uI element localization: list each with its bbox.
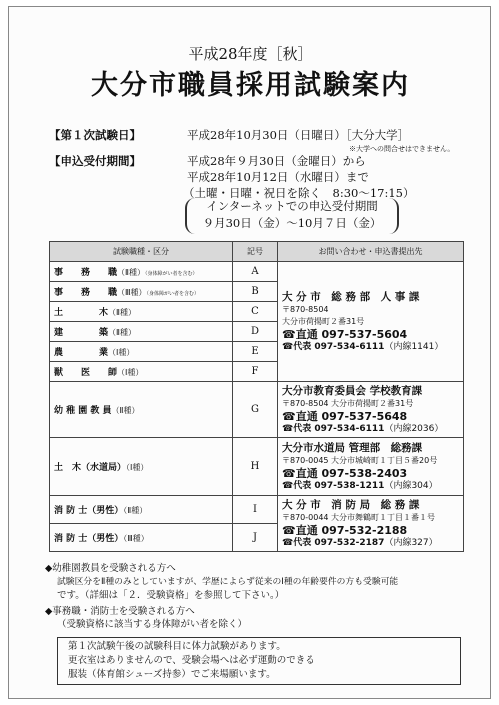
code-cell: A — [233, 262, 278, 282]
code-cell: C — [233, 302, 278, 322]
contact-kyoiku: 大分市教育委員会 学校教育課 〒870-8504 大分市荷揚町２番31号 ☎直通 097-537-5648 ☎代表 097-534-6111（内線2036） — [278, 382, 464, 438]
contact-suido: 大分市水道局 管理部 総務課 〒870-0045 大分市城崎町１丁目５番20号 ☎直通 097-538-2403 ☎代表 097-538-1211（内線304） — [278, 438, 464, 496]
note-kindergarten-line1: 試験区分をⅡ種のみとしていますが、学歴によらず従来のⅠ種の年齢要件の方も受験可能 — [57, 577, 399, 587]
table-row — [50, 438, 464, 496]
fitness-test-notice: 第１次試験午後の試験科目に体力試験があります。 更衣室はありませんので、受験会場へは必ず運動のできる 服装（体育館シューズ持参）でご来場願います。 — [57, 637, 461, 685]
apply-period-label: 【申込受付期間】 — [49, 154, 141, 168]
job-cell: 土 木（水道局）（Ⅰ種） — [50, 438, 233, 496]
apply-period-end: 平成28年10月12日（水曜日）まで — [187, 170, 369, 184]
note-kindergarten-title: ◆幼稚園教員を受験される方へ — [45, 563, 176, 574]
job-cell: 消 防 士（男性）（Ⅲ種） — [50, 524, 233, 552]
document-page — [8, 6, 491, 699]
exam-table — [49, 241, 464, 552]
code-cell: J — [233, 524, 278, 552]
document-title: 大分市職員採用試験案内 — [91, 70, 410, 101]
note-kindergarten-line2: です。（詳細は「２．受験資格」を参照して下さい。） — [57, 590, 285, 601]
contact-somu: 大 分 市 総 務 部 人 事 課 〒870-8504 大分市荷揚町２番31号 ☎直通 097-537-5604 ☎代表 097-534-6111（内線1141） — [278, 262, 464, 382]
internet-apply-period: ９月30日（金）～10月７日（金） — [202, 216, 382, 230]
exam-date-note: ※大学への問合せはできません。 — [349, 145, 455, 153]
job-cell: 消 防 士（男性）（Ⅱ種） — [50, 496, 233, 524]
job-cell: 建 築（Ⅱ種） — [50, 322, 233, 342]
header-job: 試験職種・区分 — [50, 242, 233, 262]
header-contact: お問い合わせ・申込書提出先 — [278, 242, 464, 262]
header-code: 記号 — [233, 242, 278, 262]
code-cell: G — [233, 382, 278, 438]
table-row — [50, 382, 464, 438]
table-row — [50, 496, 464, 524]
job-cell: 獣 医 師（Ⅰ種） — [50, 362, 233, 382]
job-cell: 事 務 職（Ⅱ種）（身体障がい者を含む） — [50, 262, 233, 282]
code-cell: H — [233, 438, 278, 496]
code-cell: F — [233, 362, 278, 382]
internet-apply-title: インターネットでの申込受付期間 — [206, 199, 378, 213]
exam-date-value: 平成28年10月30日（日曜日）［大分大学］ — [187, 128, 410, 142]
contact-shobo: 大 分 市 消 防 局 総 務 課 〒870-0044 大分市舞鶴町１丁目１番１号 ☎直通 097-532-2188 ☎代表 097-532-2187（内線327） — [278, 496, 464, 552]
exam-date-label: 【第１次試験日】 — [49, 128, 141, 142]
code-cell: B — [233, 282, 278, 302]
table-row — [50, 262, 464, 282]
code-cell: E — [233, 342, 278, 362]
internet-apply-box — [185, 198, 399, 234]
job-cell: 土 木（Ⅱ種） — [50, 302, 233, 322]
apply-period-start: 平成28年９月30日（金曜日）から — [187, 154, 366, 168]
job-cell: 農 業（Ⅰ種） — [50, 342, 233, 362]
apply-period-hours: （土曜・日曜・祝日を除く 8:30～17:15） — [183, 186, 415, 200]
table-header-row — [50, 242, 464, 262]
job-cell: 事 務 職（Ⅲ種）（身体障がい者を含む） — [50, 282, 233, 302]
note-office-fire-line1: （受験資格に該当する身体障がい者を除く） — [57, 619, 248, 630]
code-cell: I — [233, 496, 278, 524]
note-office-fire-title: ◆事務職・消防士を受験される方へ — [45, 606, 195, 617]
job-cell: 幼 稚 園 教 員（Ⅱ種） — [50, 382, 233, 438]
code-cell: D — [233, 322, 278, 342]
document-subtitle: 平成28年度［秋］ — [188, 45, 313, 63]
